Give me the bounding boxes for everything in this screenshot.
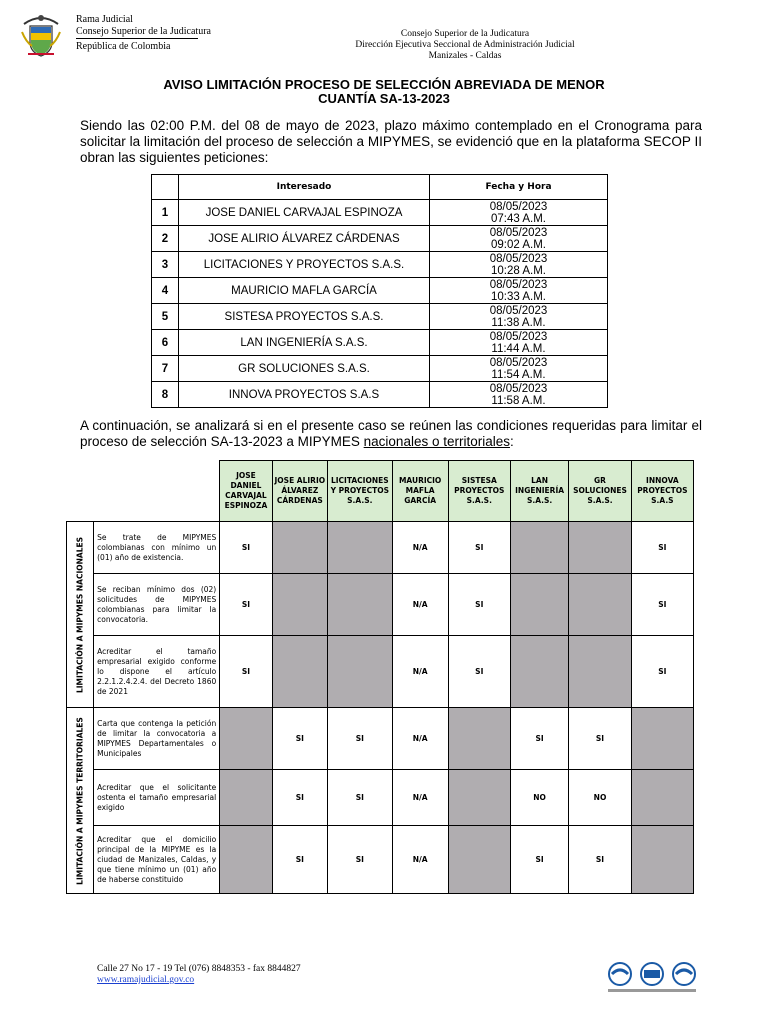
column-header: JOSE ALIRIO ÁLVAREZ CÁRDENAS: [272, 461, 327, 522]
request-time: 11:44 A.M.: [491, 342, 546, 355]
request-number: 1: [152, 200, 179, 226]
status-cell: N/A: [392, 574, 448, 636]
request-datetime: [430, 330, 608, 356]
not-applicable-cell: [220, 708, 272, 770]
column-header: JOSE DANIEL CARVAJAL ESPINOZA: [220, 461, 272, 522]
request-number: 5: [152, 304, 179, 330]
conditions-header-row: [67, 461, 694, 522]
not-applicable-cell: [220, 770, 272, 826]
request-date: 08/05/2023: [489, 200, 548, 213]
footer-link[interactable]: www.ramajudicial.gov.co: [97, 975, 195, 985]
status-cell: SI: [631, 574, 693, 636]
request-time: 10:28 A.M.: [491, 264, 546, 277]
council-line-3: Manizales - Caldas: [428, 51, 502, 61]
condition-row: [67, 770, 694, 826]
column-header: GR SOLUCIONES S.A.S.: [569, 461, 631, 522]
request-name: JOSE DANIEL CARVAJAL ESPINOZA: [179, 200, 430, 226]
condition-row: [67, 636, 694, 708]
org-line-2: Consejo Superior de la Judicatura: [76, 26, 211, 37]
request-number: 2: [152, 226, 179, 252]
not-applicable-cell: [448, 770, 510, 826]
request-name: LICITACIONES Y PROYECTOS S.A.S.: [179, 252, 430, 278]
not-applicable-cell: [328, 522, 393, 574]
request-date: 08/05/2023: [489, 304, 548, 317]
request-name: JOSE ALIRIO ÁLVAREZ CÁRDENAS: [179, 226, 430, 252]
status-cell: SI: [448, 574, 510, 636]
request-date: 08/05/2023: [489, 330, 548, 343]
not-applicable-cell: [328, 574, 393, 636]
status-cell: SI: [569, 826, 631, 894]
request-time: 11:38 A.M.: [491, 316, 546, 329]
request-row: [152, 330, 608, 356]
status-cell: SI: [328, 826, 393, 894]
title-line-1: AVISO LIMITACIÓN PROCESO DE SELECCIÓN ABREVIADA DE MENOR: [163, 77, 605, 92]
condition-text: Se reciban mínimo dos (02) solicitudes de MIPYMES colombianas para limitar la convocatoria.: [94, 574, 220, 636]
status-cell: SI: [272, 770, 327, 826]
status-cell: N/A: [392, 770, 448, 826]
conditions-table: [66, 460, 694, 894]
not-applicable-cell: [272, 574, 327, 636]
not-applicable-cell: [448, 708, 510, 770]
certification-logos: [606, 958, 698, 998]
column-header: LAN INGENIERÍA S.A.S.: [510, 461, 568, 522]
request-time: 10:33 A.M.: [491, 290, 546, 303]
status-cell: NO: [510, 770, 568, 826]
status-cell: SI: [328, 708, 393, 770]
group-label: LIMITACIÓN A MIPYMES NACIONALES: [75, 536, 85, 693]
corner-blank: [67, 461, 220, 522]
request-row: [152, 278, 608, 304]
condition-text: Acreditar que el solicitante ostenta el tamaño empresarial exigido: [94, 770, 220, 826]
request-name: MAURICIO MAFLA GARCÍA: [179, 278, 430, 304]
status-cell: NO: [569, 770, 631, 826]
request-row: [152, 200, 608, 226]
request-row: [152, 252, 608, 278]
status-cell: SI: [448, 636, 510, 708]
condition-row: [67, 708, 694, 770]
status-cell: SI: [328, 770, 393, 826]
request-time: 11:58 A.M.: [491, 394, 546, 407]
group-label: LIMITACIÓN A MIPYMES TERRITORIALES: [75, 716, 85, 885]
request-number: 8: [152, 382, 179, 408]
status-cell: SI: [220, 574, 272, 636]
footer-address: Calle 27 No 17 - 19 Tel (076) 8848353 - fax 8844827: [97, 964, 301, 974]
column-header: LICITACIONES Y PROYECTOS S.A.S.: [328, 461, 393, 522]
not-applicable-cell: [272, 636, 327, 708]
status-cell: SI: [631, 636, 693, 708]
not-applicable-cell: [631, 708, 693, 770]
status-cell: SI: [272, 708, 327, 770]
condition-row: [67, 574, 694, 636]
request-datetime: [430, 382, 608, 408]
request-datetime: [430, 200, 608, 226]
council-header: [0, 29, 760, 62]
request-name: INNOVA PROYECTOS S.A.S: [179, 382, 430, 408]
not-applicable-cell: [328, 636, 393, 708]
condition-text: Se trate de MIPYMES colombianas con mínimo un (01) año de existencia.: [94, 522, 220, 574]
request-date: 08/05/2023: [489, 382, 548, 395]
request-name: GR SOLUCIONES S.A.S.: [179, 356, 430, 382]
not-applicable-cell: [569, 636, 631, 708]
not-applicable-cell: [510, 636, 568, 708]
group-label-cell: [67, 522, 94, 708]
not-applicable-cell: [510, 522, 568, 574]
header-num: [152, 175, 179, 200]
org-line-3: República de Colombia: [76, 41, 171, 52]
status-cell: SI: [272, 826, 327, 894]
status-cell: N/A: [392, 522, 448, 574]
column-header: SISTESA PROYECTOS S.A.S.: [448, 461, 510, 522]
status-cell: SI: [510, 826, 568, 894]
condition-text: Acreditar el tamaño empresarial exigido conforme lo dispone el artículo 2.2.1.2.4.2.4. del Decreto 1860 de 2021: [94, 636, 220, 708]
not-applicable-cell: [510, 574, 568, 636]
request-row: [152, 356, 608, 382]
council-line-1: Consejo Superior de la Judicatura: [400, 29, 530, 39]
status-cell: SI: [510, 708, 568, 770]
column-header: MAURICIO MAFLA GARCÍA: [392, 461, 448, 522]
requests-table-header: [152, 175, 608, 200]
intro-paragraph: Siendo las 02:00 P.M. del 08 de mayo de 2023, plazo máximo contemplado en el Cronograma para solicitar la limitación del proceso de selección a MIPYMES, se evidenció que en la plataforma SECOP II obran las siguientes peticiones:: [80, 118, 702, 165]
analysis-underlined: nacionales o territoriales: [363, 434, 510, 449]
request-datetime: [430, 278, 608, 304]
request-time: 11:54 A.M.: [491, 368, 546, 381]
status-cell: SI: [569, 708, 631, 770]
header-interesado: Interesado: [179, 175, 430, 200]
status-cell: SI: [220, 522, 272, 574]
request-time: 09:02 A.M.: [491, 238, 546, 251]
analysis-paragraph: [80, 418, 702, 450]
not-applicable-cell: [448, 826, 510, 894]
request-datetime: [430, 226, 608, 252]
not-applicable-cell: [631, 826, 693, 894]
status-cell: N/A: [392, 826, 448, 894]
footer: [97, 964, 301, 986]
requests-table: [151, 174, 608, 408]
title-line-2: CUANTÍA SA-13-2023: [318, 91, 450, 106]
request-row: [152, 226, 608, 252]
request-number: 4: [152, 278, 179, 304]
condition-row: [67, 522, 694, 574]
condition-text: Carta que contenga la petición de limitar la convocatoria a MIPYMES Departamentales o Municipales: [94, 708, 220, 770]
request-number: 3: [152, 252, 179, 278]
status-cell: SI: [448, 522, 510, 574]
condition-text: Acreditar que el domicilio principal de la MIPYME es la ciudad de Manizales, Caldas, y que tiene mínimo un (01) año de haberse constituido: [94, 826, 220, 894]
analysis-colon: :: [509, 434, 514, 449]
request-number: 7: [152, 356, 179, 382]
request-row: [152, 304, 608, 330]
not-applicable-cell: [631, 770, 693, 826]
council-line-2: Dirección Ejecutiva Seccional de Administración Judicial: [355, 40, 575, 50]
request-date: 08/05/2023: [489, 356, 548, 369]
request-datetime: [430, 356, 608, 382]
not-applicable-cell: [220, 826, 272, 894]
status-cell: N/A: [392, 636, 448, 708]
status-cell: SI: [220, 636, 272, 708]
request-datetime: [430, 252, 608, 278]
request-date: 08/05/2023: [489, 252, 548, 265]
org-line-1: Rama Judicial: [76, 14, 133, 25]
not-applicable-cell: [272, 522, 327, 574]
request-name: LAN INGENIERÍA S.A.S.: [179, 330, 430, 356]
analysis-text: A continuación, se analizará si en el presente caso se reúnen las condiciones requeridas para limitar el proceso de selección SA-13-2023 a MIPYMES: [80, 418, 702, 449]
request-name: SISTESA PROYECTOS S.A.S.: [179, 304, 430, 330]
status-cell: SI: [631, 522, 693, 574]
request-date: 08/05/2023: [489, 278, 548, 291]
status-cell: N/A: [392, 708, 448, 770]
request-row: [152, 382, 608, 408]
request-time: 07:43 A.M.: [491, 212, 546, 225]
group-label-cell: [67, 708, 94, 894]
request-datetime: [430, 304, 608, 330]
not-applicable-cell: [569, 522, 631, 574]
request-number: 6: [152, 330, 179, 356]
request-date: 08/05/2023: [489, 226, 548, 239]
column-header: INNOVA PROYECTOS S.A.S: [631, 461, 693, 522]
document-title: [0, 78, 768, 106]
header-fecha-hora: Fecha y Hora: [430, 175, 608, 200]
condition-row: [67, 826, 694, 894]
not-applicable-cell: [569, 574, 631, 636]
